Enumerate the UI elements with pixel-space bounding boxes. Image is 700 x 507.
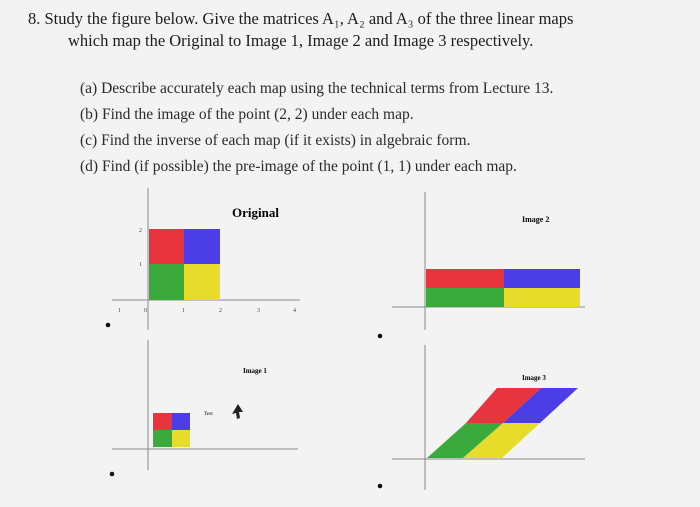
part-label: (d)	[80, 158, 99, 175]
original-yellow-square	[184, 264, 220, 300]
bullet-dot	[378, 484, 383, 489]
x-tick-label: 4	[293, 308, 296, 314]
image2-panel	[392, 192, 585, 330]
image3-panel	[392, 345, 585, 490]
part-text: Describe accurately each map using the technical terms from Lecture 13.	[101, 80, 554, 97]
bullet-dot	[378, 334, 383, 339]
image2-green-rect	[426, 288, 504, 307]
image1-yellow-square	[172, 430, 190, 447]
part-text: Find the image of the point (2, 2) under each map.	[101, 106, 414, 123]
original-green-square	[149, 264, 184, 300]
part-label: (c)	[80, 132, 98, 149]
problem-number: 8.	[28, 9, 41, 28]
image2-blue-rect	[504, 269, 580, 288]
bullet-dot	[106, 323, 111, 328]
problem-text-line1: Study the figure below. Give the matrices A₁, A₂ and A₃ of the three linear maps	[44, 9, 574, 28]
x-tick-label: 1	[118, 308, 121, 314]
y-tick-label: 2	[139, 228, 142, 234]
image1-red-square	[153, 413, 172, 430]
part-text: Find (if possible) the pre-image of the point (1, 1) under each map.	[101, 158, 517, 175]
original-panel	[112, 188, 300, 330]
image2-yellow-rect	[504, 288, 580, 307]
image1-panel	[112, 340, 298, 470]
image3-title: Image 3	[522, 374, 546, 382]
y-tick-label: 1	[139, 262, 142, 268]
original-title: Original	[232, 205, 279, 220]
x-tick-label: 2	[219, 308, 222, 314]
image1-blue-square	[172, 413, 190, 430]
original-red-square	[149, 229, 184, 264]
image1-title: Image 1	[243, 367, 267, 375]
problem-text-line2: which map the Original to Image 1, Image 2 and Image 3 respectively.	[68, 31, 534, 50]
original-blue-square	[184, 229, 220, 264]
image2-red-rect	[426, 269, 504, 288]
x-tick-label: 1	[182, 308, 185, 314]
x-tick-label: 3	[257, 308, 260, 314]
part-label: (b)	[80, 106, 99, 123]
x-tick-label: 0	[144, 308, 147, 314]
bullet-dot	[110, 472, 115, 477]
part-label: (a)	[80, 80, 98, 97]
image1-green-square	[153, 430, 172, 447]
image1-note: Text	[204, 412, 213, 417]
image2-title: Image 2	[522, 215, 550, 224]
part-text: Find the inverse of each map (if it exists) in algebraic form.	[101, 132, 471, 149]
cursor-arrow-icon	[232, 404, 243, 419]
